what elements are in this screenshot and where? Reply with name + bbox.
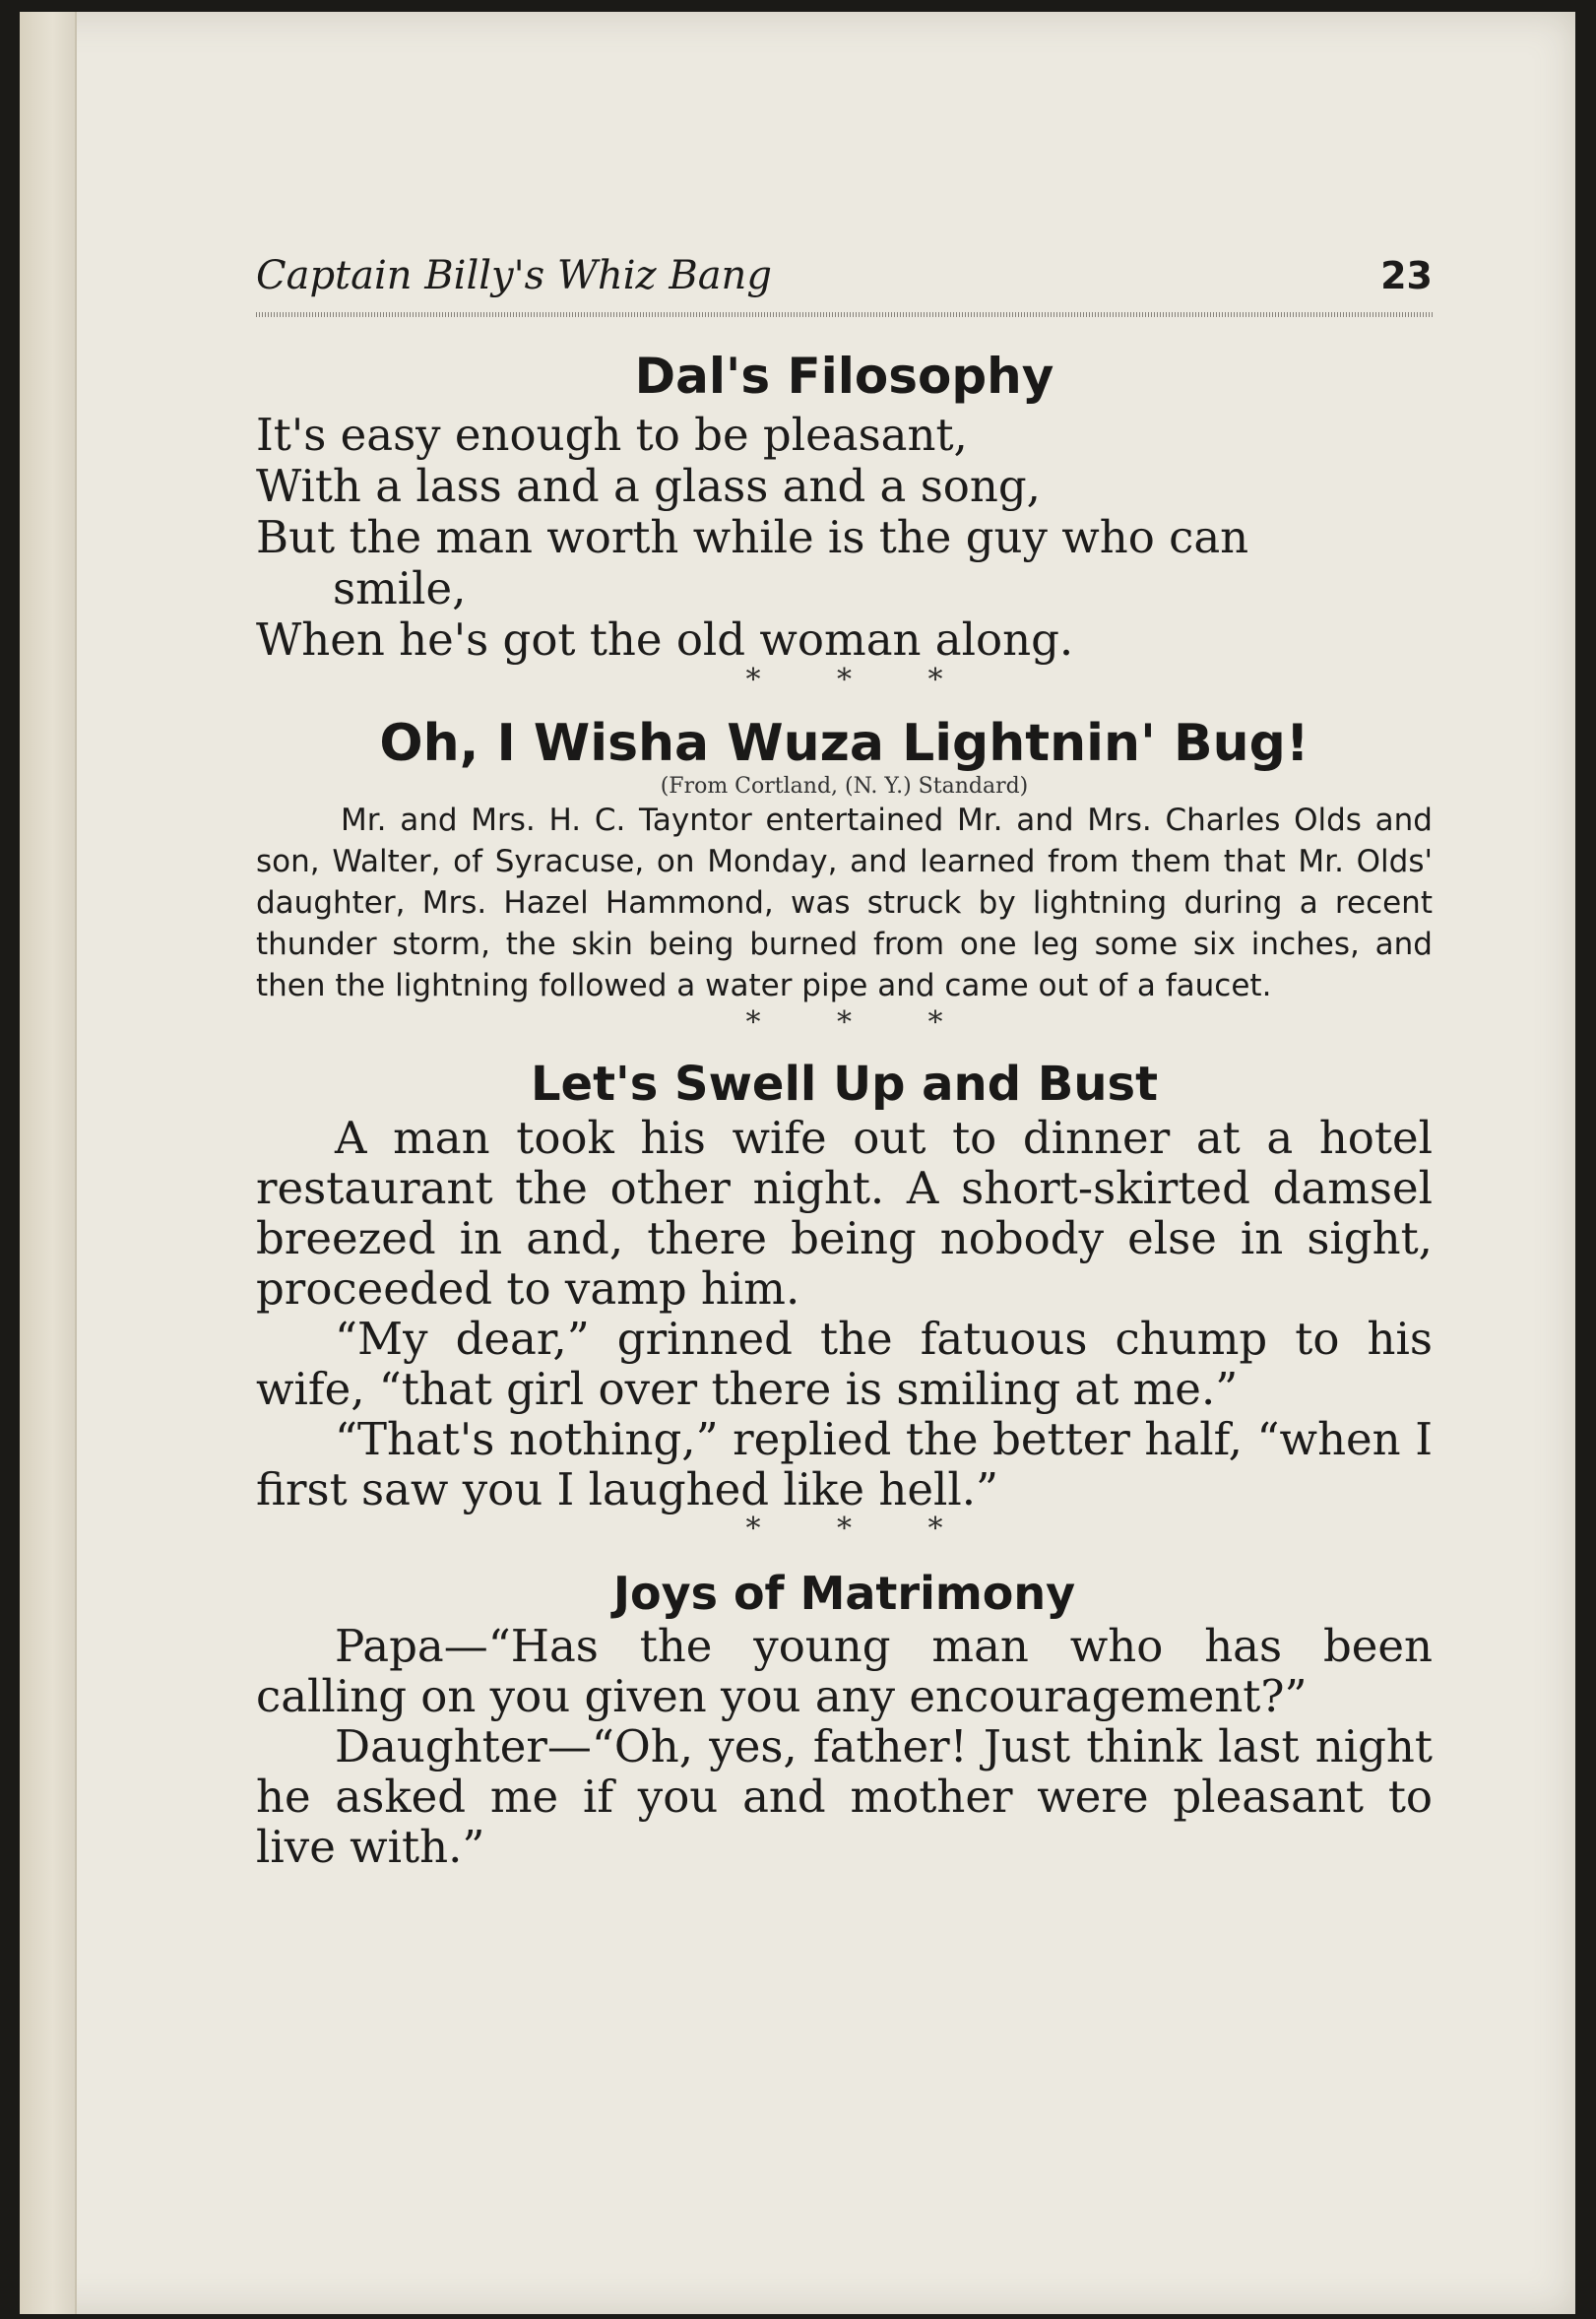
article-title-matrimony: Joys of Matrimony <box>612 1567 1076 1620</box>
article-paragraph: “My dear,” grinned the fatuous chump to his wife, “that girl over there is smiling at me.” <box>256 1313 1433 1415</box>
article-body: Mr. and Mrs. H. C. Tayntor entertained Mr. and Mrs. Charles Olds and son, Walter, of Syracuse, on Monday, and learned from them that Mr. Olds' daughter, Mrs. Hazel Hammond, was struck by lightning during a recent thunder storm, the skin being burned from one leg some six inches, and then the lightning followed a water pipe and came out of a faucet. <box>256 803 1433 1003</box>
article-paragraph: “That's nothing,” replied the better half, “when I first saw you I laughed like hell.” <box>256 1413 1433 1515</box>
article-paragraph: Daughter—“Oh, yes, father! Just think last night he asked me if you and mother were pleasant to live with.” <box>256 1720 1433 1873</box>
section-separator: * * * <box>745 663 977 697</box>
page-content <box>256 253 1433 1872</box>
article-paragraph: Papa—“Has the young man who has been calling on you given you any encouragement?” <box>256 1620 1433 1722</box>
journal-title: Captain Billy's Whiz Bang <box>256 253 772 298</box>
poem-line: It's easy enough to be pleasant, <box>256 409 968 461</box>
poem-line: With a lass and a glass and a song, <box>256 460 1041 512</box>
section-separator: * * * <box>745 1005 977 1040</box>
article-title-filosophy: Dal's Filosophy <box>634 348 1054 405</box>
article-title-swell: Let's Swell Up and Bust <box>530 1057 1159 1112</box>
magazine-page <box>20 12 1575 2314</box>
section-separator: * * * <box>745 1512 977 1546</box>
poem-line: smile, <box>333 562 467 614</box>
poem <box>256 410 1433 666</box>
article-paragraph: A man took his wife out to dinner at a hotel restaurant the other night. A short-skirted damsel breezed in and, there being nobody else in sight, proceeded to vamp him. <box>256 1112 1433 1315</box>
running-header <box>256 253 1433 310</box>
article-source: (From Cortland, (N. Y.) Standard) <box>660 774 1029 799</box>
article-title-lightnin: Oh, I Wisha Wuza Lightnin' Bug! <box>379 714 1309 773</box>
poem-line: When he's got the old woman along. <box>256 613 1074 666</box>
page-binding-edge <box>20 12 77 2314</box>
page-number: 23 <box>1380 254 1433 297</box>
poem-line: But the man worth while is the guy who can <box>256 511 1249 563</box>
header-rule <box>256 312 1433 317</box>
